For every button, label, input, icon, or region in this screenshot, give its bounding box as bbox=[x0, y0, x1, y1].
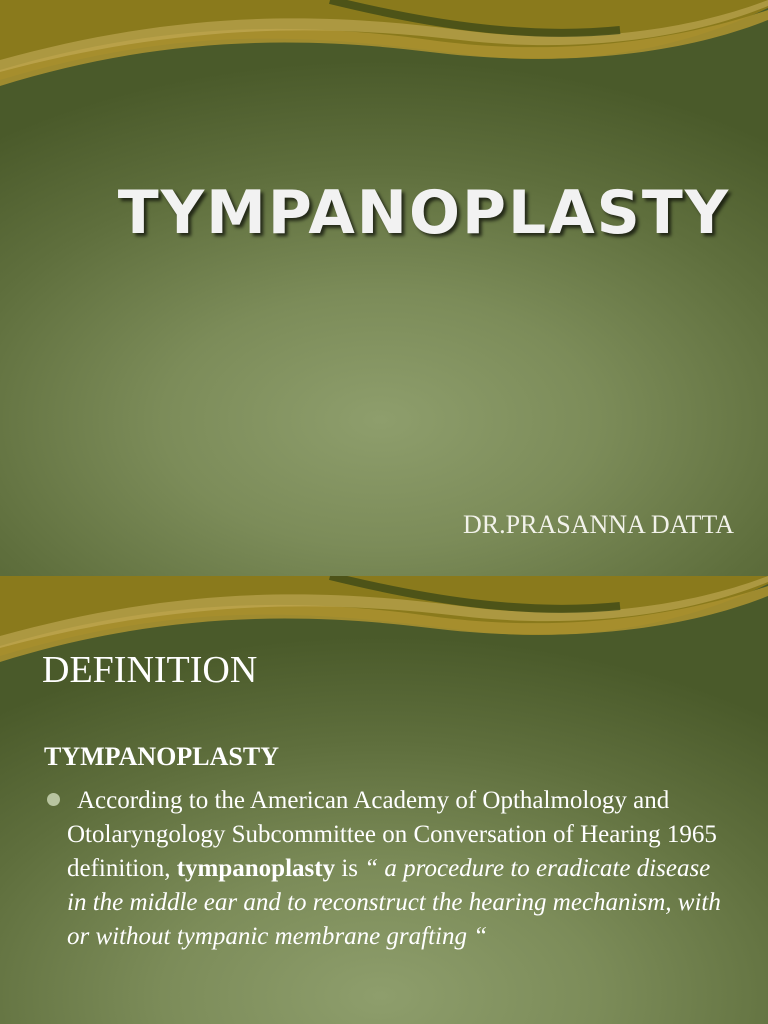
bullet-icon bbox=[47, 793, 60, 806]
definition-heading: DEFINITION bbox=[42, 649, 258, 691]
para-mid: is bbox=[335, 855, 365, 882]
para-quote: “ a procedure to eradicate disease in the middle ear and to reconstruct the hearing mechanism, with or without tympanic membrane grafting “ bbox=[67, 855, 721, 950]
para-bold-term: tympanoplasty bbox=[176, 855, 336, 882]
definition-slide bbox=[0, 576, 768, 1024]
definition-paragraph bbox=[44, 784, 734, 954]
author-name: DR.PRASANNA DATTA bbox=[463, 510, 734, 539]
para-prefix: According to the American Academy of Opthalmology and Otolaryngology Subcommittee on Conversation of Hearing 1965 definition, bbox=[67, 787, 717, 882]
definition-bullet bbox=[44, 784, 734, 954]
decorative-swoosh bbox=[0, 0, 768, 110]
definition-subheading: TYMPANOPLASTY bbox=[44, 742, 279, 771]
page-title: TYMPANOPLASTY bbox=[117, 178, 731, 248]
